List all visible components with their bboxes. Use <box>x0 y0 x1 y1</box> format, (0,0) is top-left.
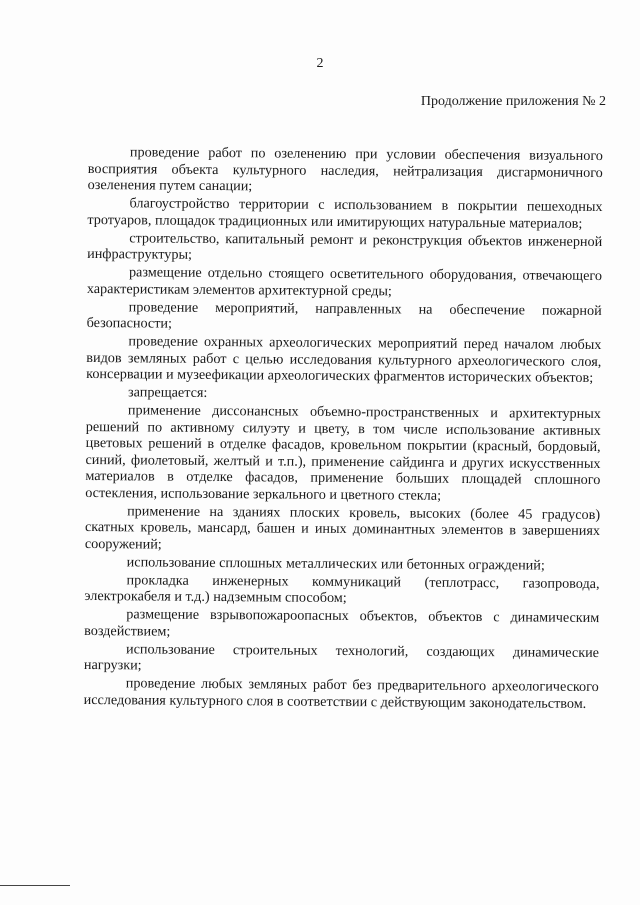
paragraph-hazardous-objects: размещение взрывопожароопасных объектов, объектов с динамическим воздействием; <box>84 606 600 640</box>
paragraph-archaeology: проведение охранных археологических мероприятий перед началом любых видов земляных работ с целью исследования культурного археологического слоя, консервации и музеефикации археологических фрагментов исторических объектов; <box>86 333 602 386</box>
paragraph-fire-safety: проведение мероприятий, направленных на обеспечение пожарной безопасности; <box>86 298 602 332</box>
paragraph-improvement: благоустройство территории с использованием в покрытии пешеходных тротуаров, площадок традиционных или имитирующих натуральные материалов; <box>87 195 603 232</box>
paragraph-dissonant-solutions: применение диссонансных объемно-пространственных и архитектурных решений по активному силуэту и цвету, в том числе использование активных цветовых решений в отделке фасадов, кровельном покрытии (красный, бордовый, синий, фиолетовый, желтый и т.п.), применение сайдинга и других искусственных материалов в отделке фасадов, применение больших площадей сплошного остекления, использование зеркального и цветного стекла; <box>85 402 601 504</box>
appendix-continuation-note: Продолжение приложения № 2 <box>420 94 606 109</box>
paragraph-infrastructure: строительство, капитальный ремонт и реконструкция объектов инженерной инфраструктуры; <box>87 229 603 263</box>
paragraph-landscaping: проведение работ по озеленению при условии обеспечения визуального восприятия объекта культурного наследия, нейтрализация дисгармоничного озеленения путем санации; <box>87 144 603 195</box>
footnote-divider <box>0 885 70 886</box>
page-number: 2 <box>316 56 324 71</box>
paragraph-construction-tech: использование строительных технологий, создающих динамические нагрузки; <box>83 640 600 674</box>
body-text <box>84 144 603 714</box>
paragraph-roofs: применение на зданиях плоских кровель, высоких (более 45 градусов) скатных кровель, мансард, башен и иных доминантных элементов в завершениях сооружений; <box>84 502 601 553</box>
paragraph-prohibited-heading: запрещается: <box>127 384 208 401</box>
paragraph-fences: использование сплошных металлических или бетонных ограждений; <box>126 553 545 574</box>
paragraph-lighting: размещение отдельно стоящего осветительного оборудования, отвечающего характеристикам элементов архитектурной среды; <box>86 264 603 299</box>
paragraph-earthworks: проведение любых земляных работ без предварительного археологического исследования культурного слоя в соответствии с действующим законодательством. <box>83 675 599 712</box>
paragraph-utilities: прокладка инженерных коммуникаций (теплотрасс, газопровода, электрокабеля и т.д.) надземным способом; <box>84 571 600 607</box>
